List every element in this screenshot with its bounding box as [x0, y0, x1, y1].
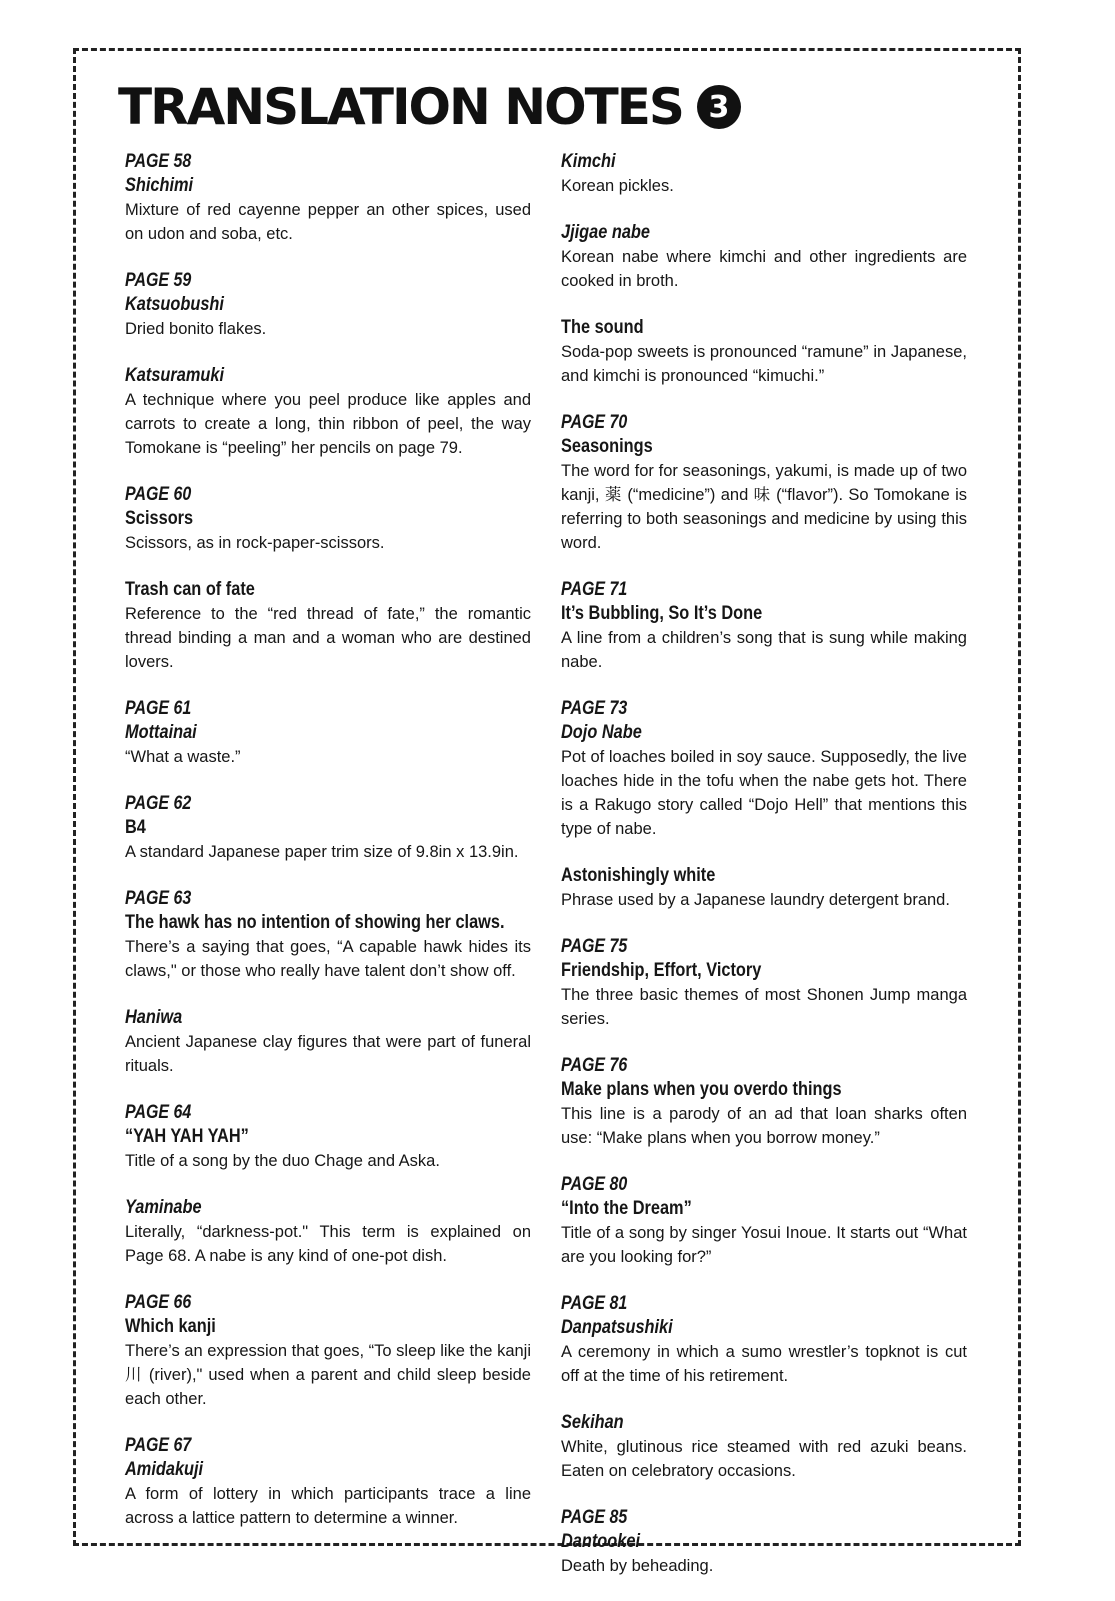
note-entry: [125, 1291, 531, 1411]
note-definition: Title of a song by singer Yosui Inoue. It starts out “What are you looking for?”: [561, 1224, 967, 1266]
note-term: Danpatsushiki: [561, 1317, 673, 1338]
note-definition: There’s an expression that goes, “To sleep like the kanji 川 (river)," used when a parent and child sleep beside each other.: [125, 1342, 532, 1408]
note-page-number: PAGE 66: [125, 1292, 192, 1313]
note-page-number: PAGE 76: [561, 1055, 628, 1076]
note-term: It’s Bubbling, So It’s Done: [561, 603, 763, 624]
note-term: Sekihan: [561, 1412, 624, 1433]
note-page-number: PAGE 81: [561, 1293, 628, 1314]
note-definition: Phrase used by a Japanese laundry detergent brand.: [561, 891, 950, 909]
note-page-number: PAGE 73: [561, 698, 628, 719]
note-page-number: PAGE 80: [561, 1174, 628, 1195]
note-definition: Literally, “darkness-pot." This term is explained on Page 68. A nabe is any kind of one-pot dish.: [125, 1223, 531, 1265]
note-entry: [561, 697, 967, 841]
note-definition: This line is a parody of an ad that loan sharks often use: “Make plans when you borrow money.”: [561, 1105, 967, 1147]
note-term: Katsuramuki: [125, 365, 224, 386]
page-title: [118, 78, 741, 136]
note-term: Astonishingly white: [561, 865, 716, 886]
note-definition: Scissors, as in rock-paper-scissors.: [125, 534, 385, 552]
note-entry: [561, 1411, 967, 1483]
note-entry: [561, 1054, 967, 1150]
note-entry: [125, 1196, 531, 1268]
note-term: Dantookei: [561, 1531, 640, 1552]
note-definition: Dried bonito flakes.: [125, 320, 267, 338]
note-term: Make plans when you overdo things: [561, 1079, 842, 1100]
note-entry: [125, 887, 531, 983]
note-term: Kimchi: [561, 151, 616, 172]
note-term: Katsuobushi: [125, 294, 224, 315]
note-definition: A form of lottery in which participants trace a line across a lattice pattern to determine a winner.: [125, 1485, 531, 1527]
note-page-number: PAGE 60: [125, 484, 192, 505]
note-term: The sound: [561, 317, 644, 338]
note-term: Trash can of fate: [125, 579, 255, 600]
note-term: Shichimi: [125, 175, 194, 196]
note-term: Dojo Nabe: [561, 722, 642, 743]
note-entry: [561, 411, 967, 555]
note-entry: [561, 221, 967, 293]
note-definition: A line from a children’s song that is sung while making nabe.: [561, 629, 967, 671]
note-term: Yaminabe: [125, 1197, 202, 1218]
note-definition: Pot of loaches boiled in soy sauce. Supposedly, the live loaches hide in the tofu when the nabe gets hot. There is a Rakugo story called “Dojo Hell” that mentions this type of nabe.: [561, 748, 967, 838]
note-page-number: PAGE 64: [125, 1102, 192, 1123]
note-term: The hawk has no intention of showing her claws.: [125, 912, 505, 933]
note-term: Scissors: [125, 508, 194, 529]
note-term: Mottainai: [125, 722, 197, 743]
note-page-number: PAGE 71: [561, 579, 628, 600]
note-entry: [125, 578, 531, 674]
note-entry: [125, 483, 531, 555]
notes-left-column: [125, 150, 531, 1553]
note-entry: [125, 697, 531, 769]
note-entry: [561, 864, 967, 912]
note-definition: A ceremony in which a sumo wrestler’s topknot is cut off at the time of his retirement.: [561, 1343, 967, 1385]
note-definition: A technique where you peel produce like apples and carrots to create a long, thin ribbon of peel, the way Tomokane is “peeling” her pencils on page 79.: [125, 391, 531, 457]
note-definition: Death by beheading.: [561, 1557, 714, 1575]
note-entry: [125, 1101, 531, 1173]
note-page-number: PAGE 63: [125, 888, 192, 909]
note-page-number: PAGE 59: [125, 270, 192, 291]
note-definition: Reference to the “red thread of fate,” the romantic thread binding a man and a woman who are destined lovers.: [125, 605, 531, 671]
note-term: Friendship, Effort, Victory: [561, 960, 762, 981]
note-definition: The word for for seasonings, yakumi, is made up of two kanji, 薬 (“medicine”) and 味 (“flavor”). So Tomokane is referring to both seasonings and medicine by using this word.: [561, 462, 967, 552]
note-definition: Ancient Japanese clay figures that were part of funeral rituals.: [125, 1033, 531, 1075]
note-entry: [125, 1434, 531, 1530]
note-entry: [561, 316, 967, 388]
note-definition: Title of a song by the duo Chage and Aska.: [125, 1152, 440, 1170]
volume-number-badge: 3: [697, 85, 741, 129]
note-definition: Korean nabe where kimchi and other ingredients are cooked in broth.: [561, 248, 967, 290]
note-term: Seasonings: [561, 436, 653, 457]
note-entry: [561, 1292, 967, 1388]
note-entry: [561, 150, 967, 198]
note-definition: Korean pickles.: [561, 177, 674, 195]
note-term: “YAH YAH YAH”: [125, 1126, 249, 1147]
note-term: B4: [125, 817, 146, 838]
note-term: Amidakuji: [125, 1459, 204, 1480]
note-entry: [125, 1006, 531, 1078]
note-entry: [561, 935, 967, 1031]
note-entry: [561, 578, 967, 674]
note-term: Jjigae nabe: [561, 222, 651, 243]
note-page-number: PAGE 58: [125, 151, 192, 172]
note-term: “Into the Dream”: [561, 1198, 692, 1219]
note-term: Which kanji: [125, 1316, 216, 1337]
page-title-text: TRANSLATION NOTES: [118, 78, 683, 136]
note-page-number: PAGE 62: [125, 793, 192, 814]
note-entry: [125, 150, 531, 246]
note-definition: Soda-pop sweets is pronounced “ramune” in Japanese, and kimchi is pronounced “kimuchi.”: [561, 343, 967, 385]
note-entry: [125, 364, 531, 460]
note-entry: [561, 1506, 967, 1578]
note-page-number: PAGE 70: [561, 412, 628, 433]
note-definition: A standard Japanese paper trim size of 9.8in x 13.9in.: [125, 843, 519, 861]
note-definition: “What a waste.”: [125, 748, 241, 766]
note-definition: White, glutinous rice steamed with red azuki beans. Eaten on celebratory occasions.: [561, 1438, 967, 1480]
note-entry: [125, 269, 531, 341]
note-page-number: PAGE 85: [561, 1507, 628, 1528]
note-page-number: PAGE 67: [125, 1435, 192, 1456]
note-term: Haniwa: [125, 1007, 183, 1028]
notes-right-column: [561, 150, 967, 1601]
note-page-number: PAGE 61: [125, 698, 192, 719]
note-definition: Mixture of red cayenne pepper an other spices, used on udon and soba, etc.: [125, 201, 531, 243]
note-entry: [561, 1173, 967, 1269]
note-definition: There’s a saying that goes, “A capable hawk hides its claws," or those who really have talent don’t show off.: [125, 938, 531, 980]
note-page-number: PAGE 75: [561, 936, 628, 957]
note-entry: [125, 792, 531, 864]
note-definition: The three basic themes of most Shonen Jump manga series.: [561, 986, 967, 1028]
